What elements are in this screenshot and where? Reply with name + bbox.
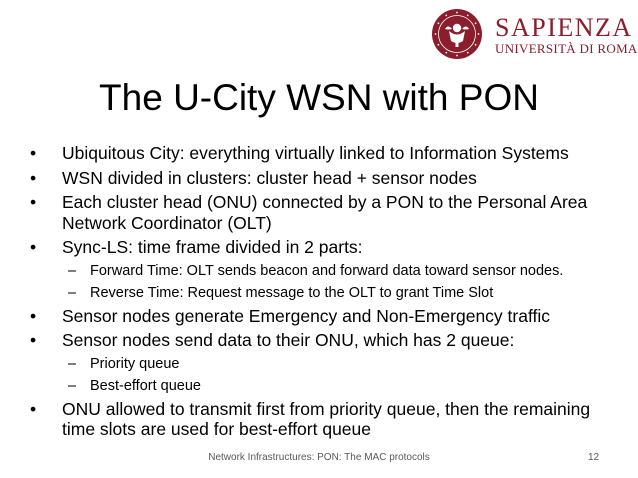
bullet-text: ONU allowed to transmit first from priority queue, then the remaining time slots are used for best-effort queue [62,398,591,439]
bullet-dot-icon: • [30,192,37,212]
sub-bullet-text: Priority queue [90,355,180,372]
bullet-dot-icon: • [30,398,37,419]
sub-bullet-text: Best-effort queue [90,377,201,394]
dash-icon: – [68,377,77,394]
bullet-item [30,237,626,258]
dash-icon: – [68,355,77,372]
bullet-text: Each cluster head (ONU) connected by a PON to the Personal Area Network Coordinator (OLT) [62,192,588,233]
page-number: 12 [588,452,600,463]
bullet-list [30,143,626,444]
sub-bullet-item [30,355,626,374]
logo-subtitle: UNIVERSITÀ DI ROMA [495,41,638,56]
bullet-dot-icon: • [30,305,37,326]
dash-icon: – [68,262,77,279]
slide-title: The U-City WSN with PON [99,77,539,118]
bullet-item [30,168,626,189]
bullet-dot-icon: • [30,330,37,350]
bullet-item [30,306,626,327]
sub-bullet-item [30,262,626,281]
sub-bullet-text: Forward Time: OLT sends beacon and forward data toward sensor nodes. [90,262,564,279]
logo-name: SAPIENZA [495,13,633,42]
university-seal-icon [431,8,483,60]
bullet-text: Sync-LS: time frame divided in 2 parts: [62,237,363,257]
bullet-text: Sensor nodes send data to their ONU, which has 2 queue: [62,330,515,350]
university-logo [431,8,638,60]
bullet-text: Sensor nodes generate Emergency and Non-Emergency traffic [62,305,551,326]
bullet-dot-icon: • [30,143,37,163]
sub-bullet-text: Reverse Time: Request message to the OLT to grant Time Slot [90,284,494,301]
bullet-text: WSN divided in clusters: cluster head + sensor nodes [62,167,477,188]
footer-text: Network Infrastructures: PON: The MAC protocols [208,452,430,463]
bullet-item [30,330,626,351]
bullet-text: Ubiquitous City: everything virtually linked to Information Systems [62,143,569,163]
bullet-dot-icon: • [30,167,37,188]
sub-bullet-item [30,284,626,303]
bullet-item [30,399,626,440]
bullet-item [30,143,626,164]
bullet-dot-icon: • [30,237,37,257]
dash-icon: – [68,284,77,301]
bullet-item [30,192,626,233]
sub-bullet-item [30,377,626,396]
